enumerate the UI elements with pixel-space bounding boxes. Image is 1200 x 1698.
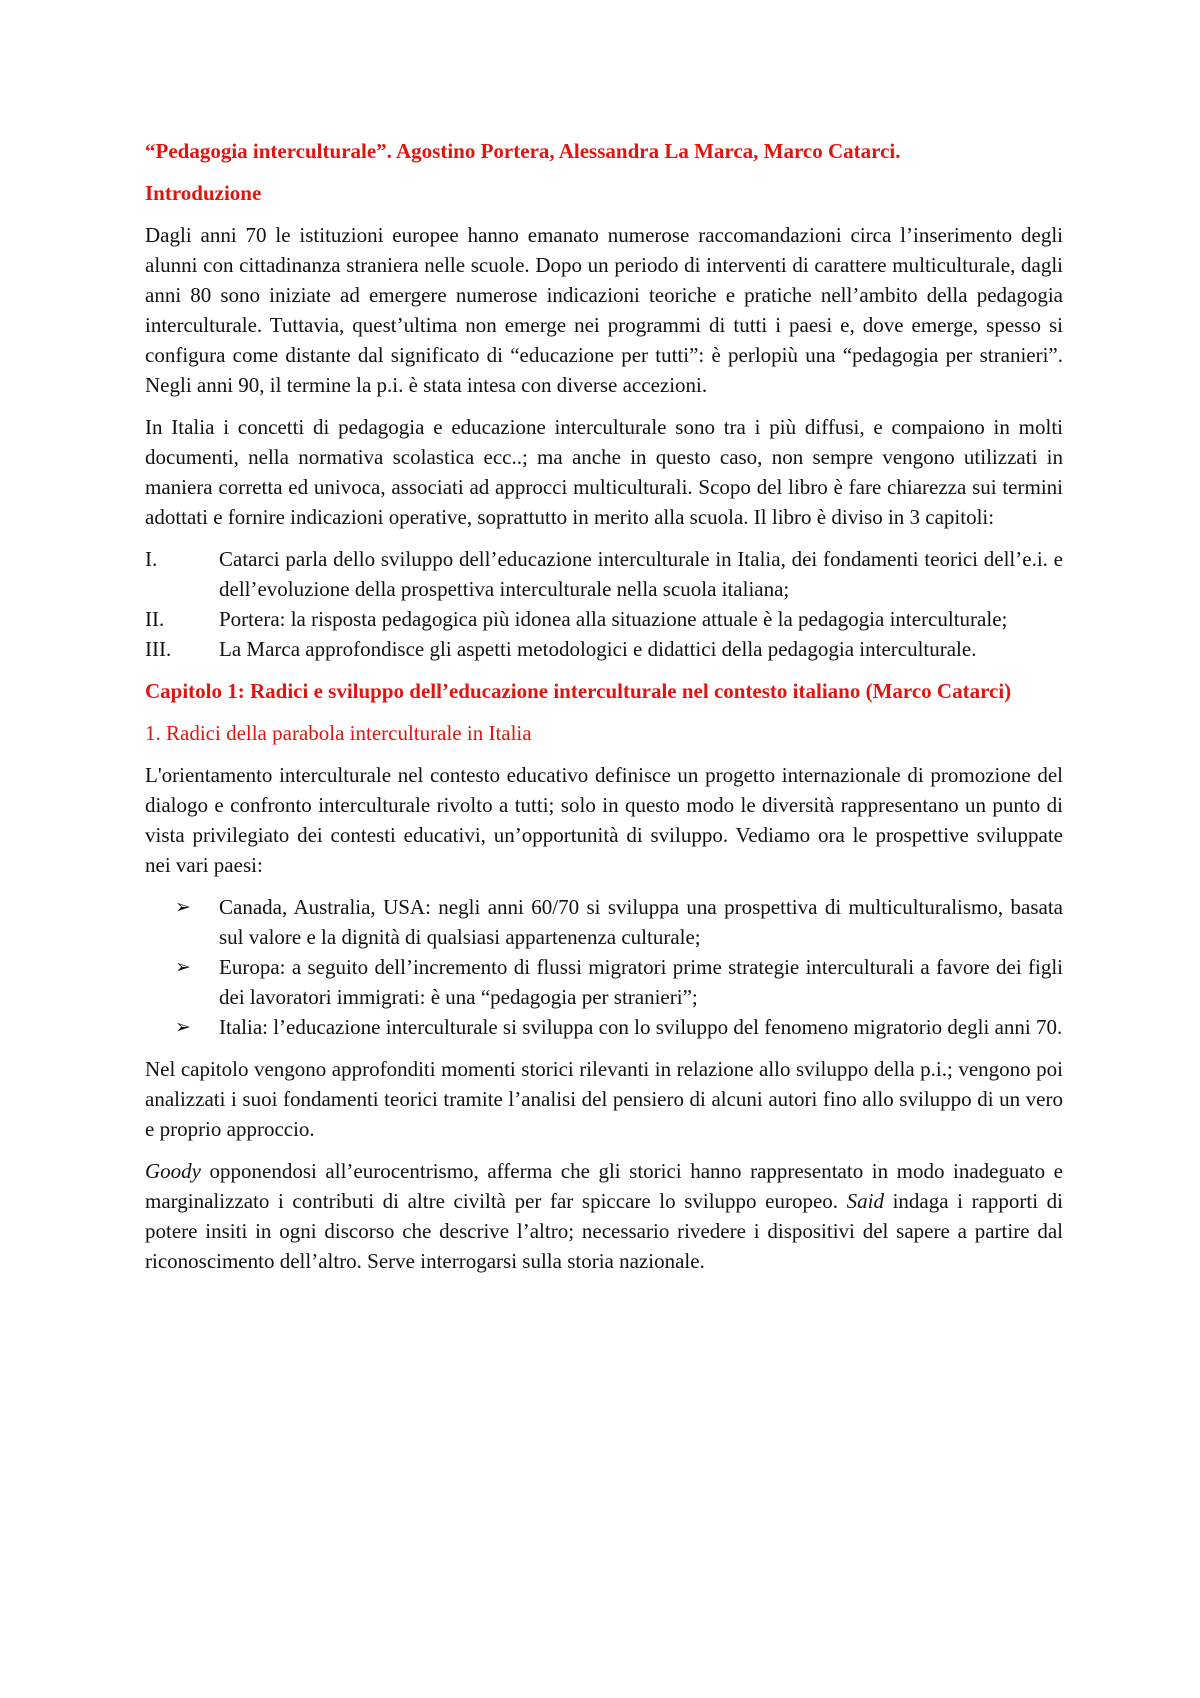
intro-heading: Introduzione [145,181,262,205]
author-said: Said [846,1189,884,1213]
list-item [145,634,1063,664]
section-1-paragraph-3 [145,1156,1063,1276]
said-text: indaga i rapporti di potere insiti in ogni discorso che descrive l’altro; necessario rivedere i dispositivi del sapere a partire dal riconoscimento dell’altro. Serve interrogarsi sulla storia nazionale. [145,1189,1063,1273]
section-1-heading: 1. Radici della parabola interculturale in Italia [145,721,532,745]
author-goody: Goody [145,1159,201,1183]
list-number: III. [145,637,172,661]
country-list [145,892,1063,1042]
list-item [145,892,1063,952]
list-item [145,1012,1063,1042]
chapter-1-heading: Capitolo 1: Radici e sviluppo dell’educazione interculturale nel contesto italiano (Marco Catarci) [145,679,1012,703]
intro-paragraph-1: Dagli anni 70 le istituzioni europee hanno emanato numerose raccomandazioni circa l’inserimento degli alunni con cittadinanza straniera nelle scuole. Dopo un periodo di interventi di carattere multiculturale, dagli anni 80 sono iniziate ad emergere numerose indicazioni teoriche e pratiche nell’ambito della pedagogia interculturale. Tuttavia, quest’ultima non emerge nei programmi di tutti i paesi e, dove emerge, spesso si configura come distante dal significato di “educazione per tutti”: è perlopiù una “pedagogia per stranieri”. Negli anni 90, il termine la p.i. è stata intesa con diverse accezioni. [145,223,1063,397]
section-1-paragraph-1: L'orientamento interculturale nel contesto educativo definisce un progetto internazionale di promozione del dialogo e confronto interculturale rivolto a tutti; solo in questo modo le diversità rappresentano un punto di vista privilegiato dei contesti educativi, un’opportunità di sviluppo. Vediamo ora le prospettive sviluppate nei vari paesi: [145,763,1063,877]
arrow-bullet-icon: ➢ [175,956,191,978]
document-title: “Pedagogia interculturale”. Agostino Portera, Alessandra La Marca, Marco Catarci. [145,139,901,163]
arrow-bullet-icon: ➢ [175,896,191,918]
list-number: II. [145,607,165,631]
list-item [145,604,1063,634]
list-item [145,952,1063,1012]
intro-paragraph-2: In Italia i concetti di pedagogia e educazione interculturale sono tra i più diffusi, e compaiono in molti documenti, nella normativa scolastica ecc..; ma anche in questo caso, non sempre vengono utilizzati in maniera corretta ed univoca, associati ad approcci multiculturali. Scopo del libro è fare chiarezza sui termini adottati e fornire indicazioni operative, soprattutto in merito alla scuola. Il libro è diviso in 3 capitoli: [145,415,1063,529]
list-number: I. [145,547,158,571]
list-text: Portera: la risposta pedagogica più idonea alla situazione attuale è la pedagogia interculturale; [219,607,1008,631]
chapter-list [145,544,1063,664]
list-text: Catarci parla dello sviluppo dell’educazione interculturale in Italia, dei fondamenti teorici dell’e.i. e dell’evoluzione della prospettiva interculturale nella scuola italiana; [219,547,1063,601]
list-text: La Marca approfondisce gli aspetti metodologici e didattici della pedagogia interculturale. [219,637,977,661]
list-text: Europa: a seguito dell’incremento di flussi migratori prime strategie interculturali a favore dei figli dei lavoratori immigrati: è una “pedagogia per stranieri”; [219,955,1063,1009]
goody-text: opponendosi all’eurocentrismo, afferma che gli storici hanno rappresentato in modo inadeguato e marginalizzato i contributi di altre civiltà per far spiccare lo sviluppo europeo. [145,1159,1063,1213]
arrow-bullet-icon: ➢ [175,1016,191,1038]
section-1-paragraph-2: Nel capitolo vengono approfonditi momenti storici rilevanti in relazione allo sviluppo della p.i.; vengono poi analizzati i suoi fondamenti teorici tramite l’analisi del pensiero di alcuni autori fino allo sviluppo di un vero e proprio approccio. [145,1057,1063,1141]
list-item [145,544,1063,604]
document-page [145,136,1063,1288]
list-text: Italia: l’educazione interculturale si sviluppa con lo sviluppo del fenomeno migratorio degli anni 70. [219,1015,1063,1039]
list-text: Canada, Australia, USA: negli anni 60/70 si sviluppa una prospettiva di multiculturalismo, basata sul valore e la dignità di qualsiasi appartenenza culturale; [219,895,1063,949]
